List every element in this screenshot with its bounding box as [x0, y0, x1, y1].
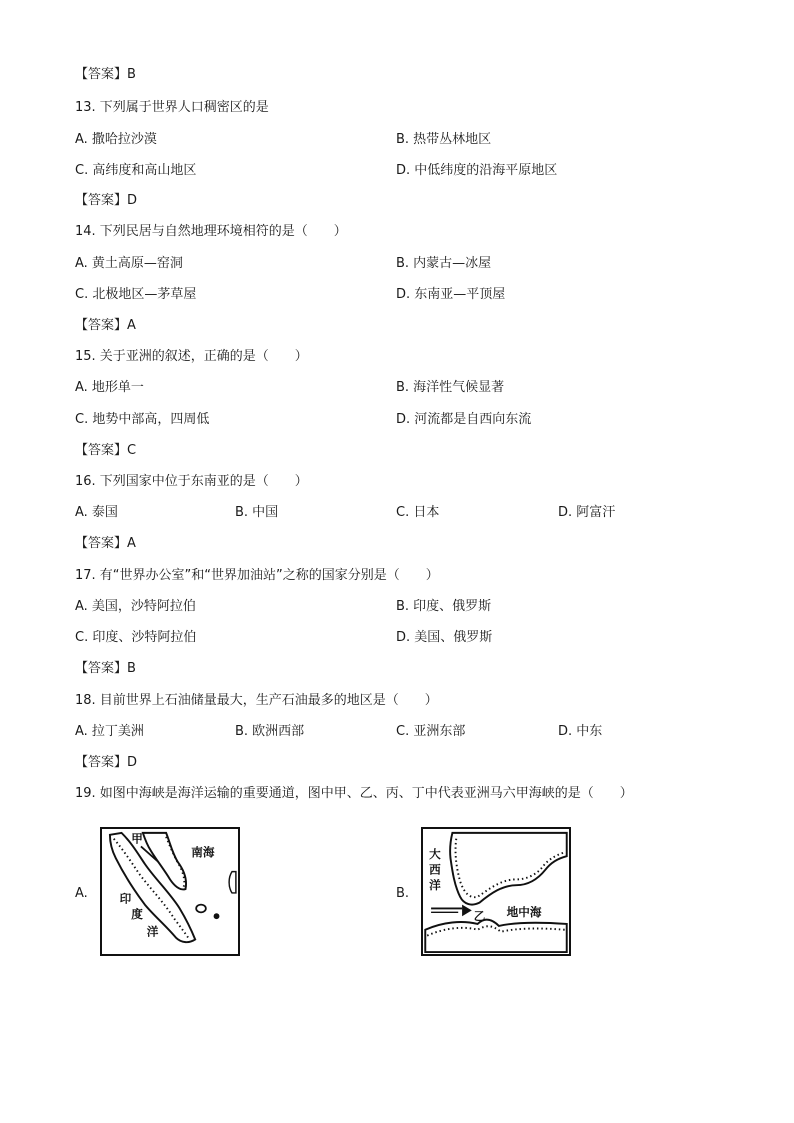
question-16: 16. 下列国家中位于东南亚的是（ ） [75, 474, 308, 489]
question-18: 18. 目前世界上石油储量最大，生产石油最多的地区是（ ） [75, 693, 438, 708]
answer-17: 【答案】B [75, 661, 136, 676]
map-b-gibraltar [421, 827, 571, 956]
option-15-a: A. 地形单一 [75, 380, 144, 395]
answer-15: 【答案】C [75, 443, 137, 458]
label-yang: 洋 [146, 924, 159, 939]
answer-18: 【答案】D [75, 755, 138, 770]
island-1 [196, 905, 206, 913]
label-xi: 西 [429, 862, 441, 877]
question-17: 17. 有“世界办公室”和“世界加油站”之称的国家分别是（ ） [75, 568, 439, 583]
option-18-b: B. 欧洲西部 [235, 724, 305, 739]
option-16-b: B. 中国 [235, 505, 279, 520]
africa-landmass [425, 920, 566, 952]
label-du: 度 [131, 907, 143, 922]
label-da: 大 [429, 847, 441, 862]
option-16-d: D. 阿富汗 [558, 505, 616, 520]
option-13-d: D. 中低纬度的沿海平原地区 [396, 163, 558, 178]
answer-12: 【答案】B [75, 67, 136, 82]
island-2 [214, 913, 220, 919]
option-13-b: B. 热带丛林地区 [396, 132, 492, 147]
option-18-c: C. 亚洲东部 [396, 724, 466, 739]
answer-16: 【答案】A [75, 536, 136, 551]
label-yi: 乙 [473, 909, 486, 924]
map-a-malacca [100, 827, 240, 956]
option-13-c: C. 高纬度和高山地区 [75, 163, 197, 178]
question-19: 19. 如图中海峡是海洋运输的重要通道，图中甲、乙、丙、丁中代表亚洲马六甲海峡的是（ ） [75, 786, 633, 801]
option-16-c: C. 日本 [396, 505, 440, 520]
map-b-drawing [423, 829, 569, 954]
option-14-d: D. 东南亚—平顶屋 [396, 287, 506, 302]
option-15-b: B. 海洋性气候显著 [396, 380, 505, 395]
label-nanhai: 南海 [191, 845, 215, 860]
option-17-d: D. 美国、俄罗斯 [396, 630, 493, 645]
option-17-b: B. 印度、俄罗斯 [396, 599, 492, 614]
option-19-a: A. [75, 886, 88, 901]
option-14-b: B. 内蒙古—冰屋 [396, 256, 492, 271]
label-yin: 印 [119, 891, 132, 906]
option-15-d: D. 河流都是自西向东流 [396, 412, 532, 427]
question-15: 15. 关于亚洲的叙述，正确的是（ ） [75, 349, 308, 364]
label-jia: 甲 [131, 831, 143, 846]
question-14: 14. 下列民居与自然地理环境相符的是（ ） [75, 224, 347, 239]
answer-14: 【答案】A [75, 318, 136, 333]
option-19-b: B. [396, 886, 410, 901]
map-a-drawing [102, 829, 238, 954]
right-edge-land [229, 872, 236, 893]
option-17-a: A. 美国，沙特阿拉伯 [75, 599, 196, 614]
option-15-c: C. 地势中部高，四周低 [75, 412, 210, 427]
question-13: 13. 下列属于世界人口稠密区的是 [75, 100, 269, 115]
label-yang: 洋 [429, 878, 441, 893]
option-18-a: A. 拉丁美洲 [75, 724, 144, 739]
option-16-a: A. 泰国 [75, 505, 118, 520]
option-18-d: D. 中东 [558, 724, 603, 739]
label-dizhonghai: 地中海 [506, 905, 542, 920]
strait-arrow-head [462, 905, 472, 917]
option-14-a: A. 黄土高原—窑洞 [75, 256, 183, 271]
option-17-c: C. 印度、沙特阿拉伯 [75, 630, 197, 645]
option-14-c: C. 北极地区—茅草屋 [75, 287, 197, 302]
answer-13: 【答案】D [75, 193, 138, 208]
option-13-a: A. 撒哈拉沙漠 [75, 132, 157, 147]
